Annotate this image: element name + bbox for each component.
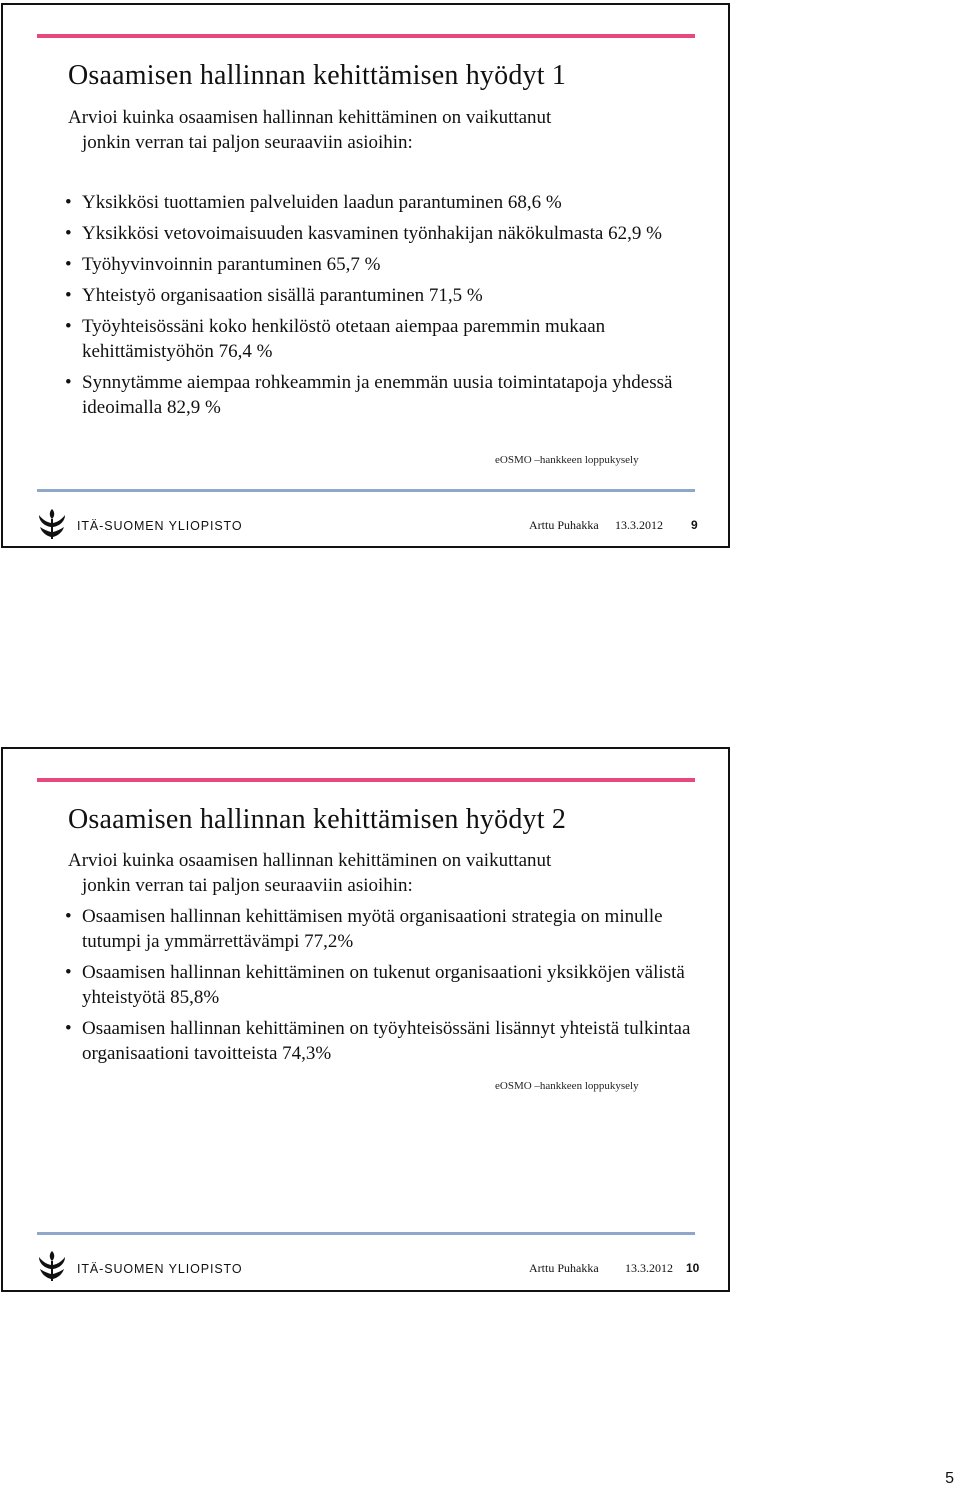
slide-title: Osaamisen hallinnan kehittämisen hyödyt 1	[68, 60, 567, 91]
source-note: eOSMO –hankkeen loppukysely	[495, 1080, 639, 1092]
source-note: eOSMO –hankkeen loppukysely	[495, 454, 639, 466]
slide-subtitle	[68, 848, 708, 898]
slide-number: 9	[691, 518, 698, 532]
page-number: 5	[945, 1470, 954, 1487]
slide-number: 10	[686, 1261, 700, 1275]
footer-rule	[37, 489, 695, 492]
list-item: • Työhyvinvoinnin parantuminen 65,7 %	[65, 252, 705, 277]
subtitle-line-1: Arvioi kuinka osaamisen hallinnan kehittäminen on vaikuttanut	[68, 850, 552, 871]
footer-date: 13.3.2012	[615, 518, 663, 532]
list-item: • Osaamisen hallinnan kehittäminen on tukenut organisaationi yksikköjen välistä yhteistyötä 85,8%	[65, 960, 705, 1010]
list-item: • Osaamisen hallinnan kehittämisen myötä organisaationi strategia on minulle tutumpi ja ymmärrettävämpi 77,2%	[65, 904, 705, 954]
list-item: • Yksikkösi tuottamien palveluiden laadun parantuminen 68,6 %	[65, 190, 705, 215]
subtitle-line-1: Arvioi kuinka osaamisen hallinnan kehittäminen on vaikuttanut	[68, 107, 552, 128]
university-logo-icon	[37, 507, 67, 540]
footer-author: Arttu Puhakka	[529, 1261, 599, 1275]
university-name: ITÄ-SUOMEN YLIOPISTO	[77, 519, 243, 533]
subtitle-line-2: jonkin verran tai paljon seuraaviin asioihin:	[82, 132, 413, 153]
list-item: • Yhteistyö organisaation sisällä parantuminen 71,5 %	[65, 283, 705, 308]
list-item: • Synnytämme aiempaa rohkeammin ja enemmän uusia toimintatapoja yhdessä ideoimalla 82,9 %	[65, 370, 705, 420]
bullet-list	[65, 190, 705, 420]
list-item: • Työyhteisössäni koko henkilöstö otetaan aiempaa paremmin mukaan kehittämistyöhön 76,4 %	[65, 314, 705, 364]
bullet-list	[65, 904, 705, 1066]
slide-subtitle	[68, 105, 708, 155]
subtitle-line-2: jonkin verran tai paljon seuraaviin asioihin:	[82, 875, 413, 896]
footer-date: 13.3.2012	[625, 1261, 673, 1275]
slide-10	[1, 747, 730, 1292]
list-item: • Yksikkösi vetovoimaisuuden kasvaminen työnhakijan näkökulmasta 62,9 %	[65, 221, 705, 246]
footer-rule	[37, 1232, 695, 1235]
university-name: ITÄ-SUOMEN YLIOPISTO	[77, 1262, 243, 1276]
slide-9	[1, 3, 730, 548]
top-accent-rule	[37, 34, 695, 38]
list-item: • Osaamisen hallinnan kehittäminen on työyhteisössäni lisännyt yhteistä tulkintaa organisaationi tavoitteista 74,3%	[65, 1016, 705, 1066]
slide-title: Osaamisen hallinnan kehittämisen hyödyt 2	[68, 804, 567, 835]
top-accent-rule	[37, 778, 695, 782]
footer-author: Arttu Puhakka	[529, 518, 599, 532]
university-logo-icon	[37, 1249, 67, 1282]
